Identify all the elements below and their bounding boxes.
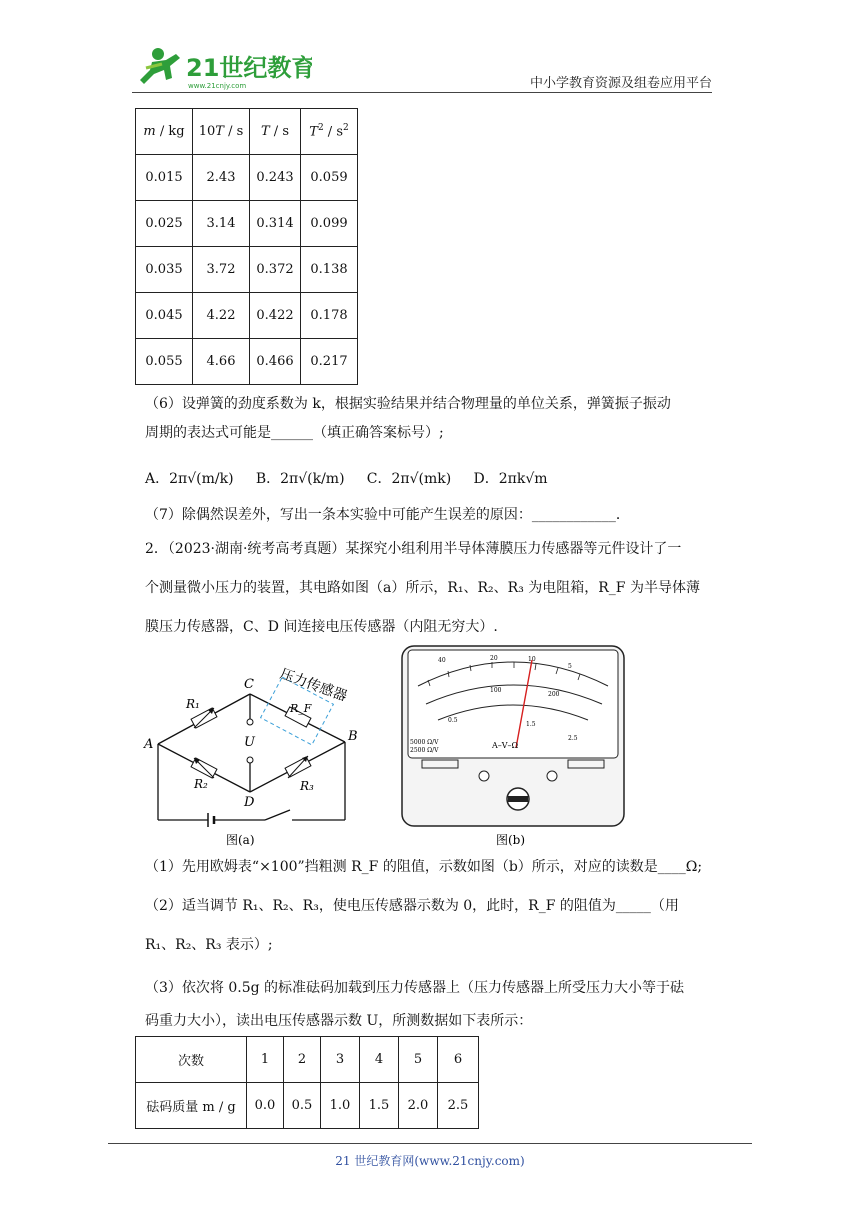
table-cell: 4 (360, 1037, 399, 1083)
col-header: m / kg (136, 109, 193, 155)
table-cell: 1.5 (360, 1083, 399, 1129)
table-cell: 0.314 (250, 201, 301, 247)
q3-line1: （3）依次将 0.5g 的标准砝码加载到压力传感器上（压力传感器上所受压力大小等于砝 (145, 980, 685, 996)
table-cell: 0.059 (301, 155, 358, 201)
label-rf: R_F (290, 702, 312, 715)
sensor-label: 压力传感器 (277, 665, 349, 705)
small-scale-label: 2.5 (568, 735, 578, 742)
option-d: D．2πk√m (473, 471, 548, 487)
table-row (136, 293, 358, 339)
ohm-scale-label: 40 (438, 657, 446, 664)
q3-line2: 码重力大小），读出电压传感器示数 U，所测数据如下表所示： (145, 1013, 533, 1029)
table-cell: 0.035 (136, 247, 193, 293)
option-c: C．2π√(mk) (366, 471, 452, 487)
header-divider (132, 92, 712, 93)
q6-line1: （6）设弹簧的劲度系数为 k，根据实验结果并结合物理量的单位关系，弹簧振子振动 (145, 396, 671, 412)
table-cell: 3.14 (193, 201, 250, 247)
ohm-scale-label: 10 (528, 656, 536, 663)
table-cell: 0.015 (136, 155, 193, 201)
label-r3: R₃ (300, 779, 314, 793)
table-cell: 0.0 (247, 1083, 284, 1129)
table-cell: 4.22 (193, 293, 250, 339)
table-cell: 0.422 (250, 293, 301, 339)
label-b: B (348, 729, 358, 744)
runner-logo-icon (132, 44, 312, 90)
footer-link[interactable]: 21 世纪教育网(www.21cnjy.com) (335, 1154, 525, 1168)
q2-line2: R₁、R₂、R₃ 表示）; (145, 937, 273, 953)
ohm-scale-label: 5 (568, 663, 572, 670)
q1: （1）先用欧姆表“×100”挡粗测 R_F 的阻值，示数如图（b）所示，对应的读数是____Ω; (145, 859, 703, 875)
meter-label: A–V–Ω (492, 741, 519, 750)
table-cell: 0.217 (301, 339, 358, 385)
row-header: 次数 (136, 1037, 247, 1083)
table-cell: 4.66 (193, 339, 250, 385)
table-cell: 6 (438, 1037, 479, 1083)
problem2-line2: 个测量微小压力的装置，其电路如图（a）所示，R₁、R₂、R₃ 为电阻箱，R_F 为半导体薄 (145, 580, 700, 596)
table-cell: 0.178 (301, 293, 358, 339)
col-header: 10T / s (193, 109, 250, 155)
table-cell: 1 (247, 1037, 284, 1083)
label-c: C (244, 677, 254, 692)
spec-label: 5000 Ω/V (410, 739, 439, 746)
col-header: $T^2 / s^2$ (301, 109, 358, 155)
table-row (136, 155, 358, 201)
label-d: D (244, 795, 255, 810)
logo-url: www.21cnjy.com (188, 82, 247, 90)
table-cell: 2.5 (438, 1083, 479, 1129)
table-row (136, 1083, 479, 1129)
option-a: A．2π√(m/k) (145, 471, 234, 487)
table-cell: 0.045 (136, 293, 193, 339)
table-cell: 3.72 (193, 247, 250, 293)
small-scale-label: 0.5 (448, 717, 458, 724)
table-cell: 0.138 (301, 247, 358, 293)
q6-options (145, 468, 548, 490)
table-cell: 0.466 (250, 339, 301, 385)
table-cell: 1.0 (321, 1083, 360, 1129)
mass-data-table (135, 1036, 479, 1129)
table-cell: 2.43 (193, 155, 250, 201)
row-header: 砝码质量 m / g (136, 1083, 247, 1129)
table-row (136, 1037, 479, 1083)
table-cell: 3 (321, 1037, 360, 1083)
label-r1: R₁ (186, 697, 200, 711)
table-header-row (136, 109, 358, 155)
table-row (136, 339, 358, 385)
table-cell: 2 (284, 1037, 321, 1083)
circuit-diagram (140, 660, 365, 850)
period-data-table (135, 108, 358, 385)
ohm-scale-label: 20 (490, 655, 498, 662)
logo-text: 21世纪教育 (186, 54, 312, 82)
v-scale-label: 100 (490, 687, 502, 694)
col-header: T / s (250, 109, 301, 155)
label-a: A (144, 737, 154, 752)
v-scale-label: 200 (548, 691, 560, 698)
table-cell: 0.5 (284, 1083, 321, 1129)
table-cell: 0.099 (301, 201, 358, 247)
problem2-line1: 2．（2023·湖南·统考高考真题）某探究小组利用半导体薄膜压力传感器等元件设计了一 (145, 541, 682, 557)
table-row (136, 201, 358, 247)
label-r2: R₂ (194, 777, 208, 791)
table-cell: 5 (399, 1037, 438, 1083)
footer-divider (108, 1143, 752, 1144)
caption-a: 图(a) (226, 833, 255, 847)
spec-label: 2500 Ω/V (410, 747, 439, 754)
option-b: B．2π√(k/m) (255, 471, 345, 487)
table-row (136, 247, 358, 293)
table-cell: 0.055 (136, 339, 193, 385)
brand-logo (132, 44, 312, 90)
caption-b: 图(b) (496, 833, 526, 847)
table-cell: 0.025 (136, 201, 193, 247)
label-u: U (244, 735, 255, 750)
q2-line1: （2）适当调节 R₁、R₂、R₃，使电压传感器示数为 0，此时，R_F 的阻值为_____（用 (145, 898, 679, 914)
problem2-line3: 膜压力传感器，C、D 间连接电压传感器（内阻无穷大）. (145, 619, 498, 635)
table-cell: 2.0 (399, 1083, 438, 1129)
small-scale-label: 1.5 (526, 721, 536, 728)
q7: （7）除偶然误差外，写出一条本实验中可能产生误差的原因：____________． (145, 507, 630, 523)
q6-line2: 周期的表达式可能是______（填正确答案标号）; (145, 425, 444, 441)
table-cell: 0.243 (250, 155, 301, 201)
platform-title: 中小学教育资源及组卷应用平台 (529, 76, 712, 91)
table-cell: 0.372 (250, 247, 301, 293)
multimeter-figure (398, 644, 630, 848)
